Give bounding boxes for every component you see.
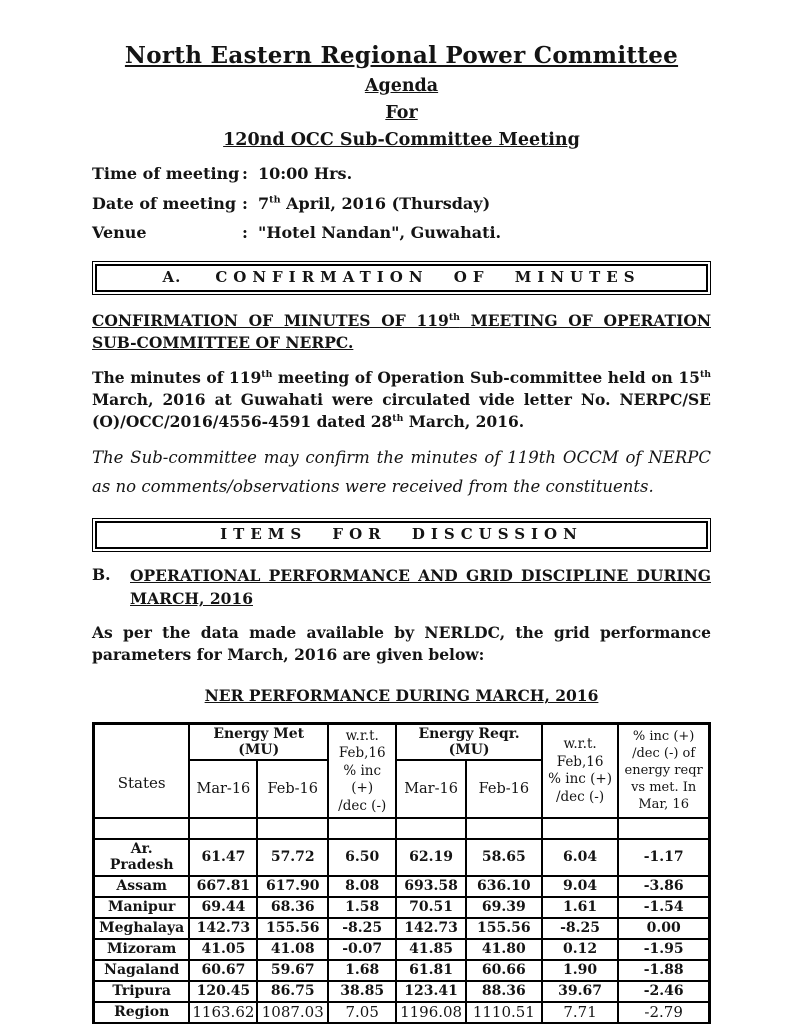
section-a-box-title: A. CONFIRMATION OF MINUTES [95, 264, 708, 292]
table-row-meghalaya: Meghalaya 142.73 155.56 -8.25 142.73 155.56 -8.25 0.00 [94, 918, 710, 939]
header-energy-met: Energy Met (MU) [189, 724, 328, 761]
meeting-time-label: Time of meeting [92, 164, 240, 183]
meeting-venue-colon: : [242, 223, 248, 243]
table-row-mizoram: Mizoram 41.05 41.08 -0.07 41.85 41.80 0.12 -1.95 [94, 939, 710, 960]
table-row-tripura: Tripura 120.45 86.75 38.85 123.41 88.36 39.67 -2.46 [94, 981, 710, 1002]
items-for-discussion-box [92, 518, 711, 552]
meeting-info [92, 163, 711, 244]
doc-title: North Eastern Regional Power Committee [124, 42, 679, 69]
header-wrt-reqr: w.r.t. Feb,16 % inc (+) /dec (-) [542, 724, 618, 819]
section-a-box [92, 261, 711, 295]
table-header-row-1 [94, 724, 710, 761]
section-a-label: A. [162, 267, 182, 286]
header-met-feb16: Feb-16 [257, 760, 328, 818]
subtitle-meeting: 120nd OCC Sub-Committee Meeting [223, 130, 580, 150]
table-row-assam: Assam 667.81 617.90 8.08 693.58 636.10 9.04 -3.86 [94, 876, 710, 897]
subtitle-agenda: Agenda [364, 76, 439, 96]
header-states: States [94, 724, 190, 819]
meeting-date-row [92, 193, 711, 215]
table-row-region: Region 1163.62 1087.03 7.05 1196.08 1110.51 7.71 -2.79 [94, 1002, 710, 1024]
table-body [94, 818, 710, 1023]
section-b-heading: OPERATIONAL PERFORMANCE AND GRID DISCIPLINE DURING MARCH, 2016 [130, 566, 711, 608]
meeting-date-label: Date of meeting [92, 193, 237, 213]
meeting-venue-label: Venue [92, 223, 147, 243]
header-met-mar16: Mar-16 [189, 760, 257, 818]
meeting-time-value: 10:00 Hrs. [258, 164, 353, 183]
table-title: NER PERFORMANCE DURING MARCH, 2016 [204, 686, 599, 706]
meeting-date-colon: : [242, 193, 248, 213]
meeting-date-value: 7th April, 2016 (Thursday) [258, 193, 491, 213]
header-reqr-vs-met: % inc (+) /dec (-) of energy reqr vs met. In Mar, 16 [618, 724, 709, 819]
meeting-time-colon: : [242, 164, 248, 183]
header-wrt-met: w.r.t. Feb,16 % inc (+) /dec (-) [328, 724, 396, 819]
meeting-venue-row [92, 222, 711, 244]
minutes-circulated-paragraph: The minutes of 119th meeting of Operation Sub-committee held on 15th March, 2016 at Guwahati were circulated vide letter No. NERPC/SE (O)/OCC/2016/4556-4591 dated 28th March, 2016. [92, 367, 711, 431]
header-reqr-mar16: Mar-16 [396, 760, 466, 818]
section-a-heading: CONFIRMATION OF MINUTES OF 119th MEETING OF OPERATION SUB-COMMITTEE OF NERPC. [92, 310, 711, 353]
table-row-manipur: Manipur 69.44 68.36 1.58 70.51 69.39 1.61 -1.54 [94, 897, 710, 918]
confirmation-note-paragraph: The Sub-committee may confirm the minutes of 119th OCCM of NERPC as no comments/observations were received from the constituents. [92, 447, 711, 497]
meeting-venue-value: "Hotel Nandan", Guwahati. [258, 223, 502, 243]
header-energy-reqr: Energy Reqr. (MU) [396, 724, 542, 761]
section-b-heading-row [92, 565, 711, 610]
items-for-discussion-title: ITEMS FOR DISCUSSION [95, 521, 708, 549]
table-header [94, 724, 710, 819]
table-spacer-row [94, 818, 710, 839]
header-reqr-feb16: Feb-16 [466, 760, 542, 818]
section-b-label: B. [92, 565, 111, 585]
meeting-time-row [92, 163, 711, 185]
performance-table [92, 722, 711, 1024]
table-row-nagaland: Nagaland 60.67 59.67 1.68 61.81 60.66 1.90 -1.88 [94, 960, 710, 981]
table-row-ar-pradesh: Ar. Pradesh 61.47 57.72 6.50 62.19 58.65 6.04 -1.17 [94, 839, 710, 875]
grid-performance-paragraph: As per the data made available by NERLDC, the grid performance parameters for March, 2016 are given below: [92, 623, 711, 665]
subtitle-for: For [385, 103, 418, 123]
